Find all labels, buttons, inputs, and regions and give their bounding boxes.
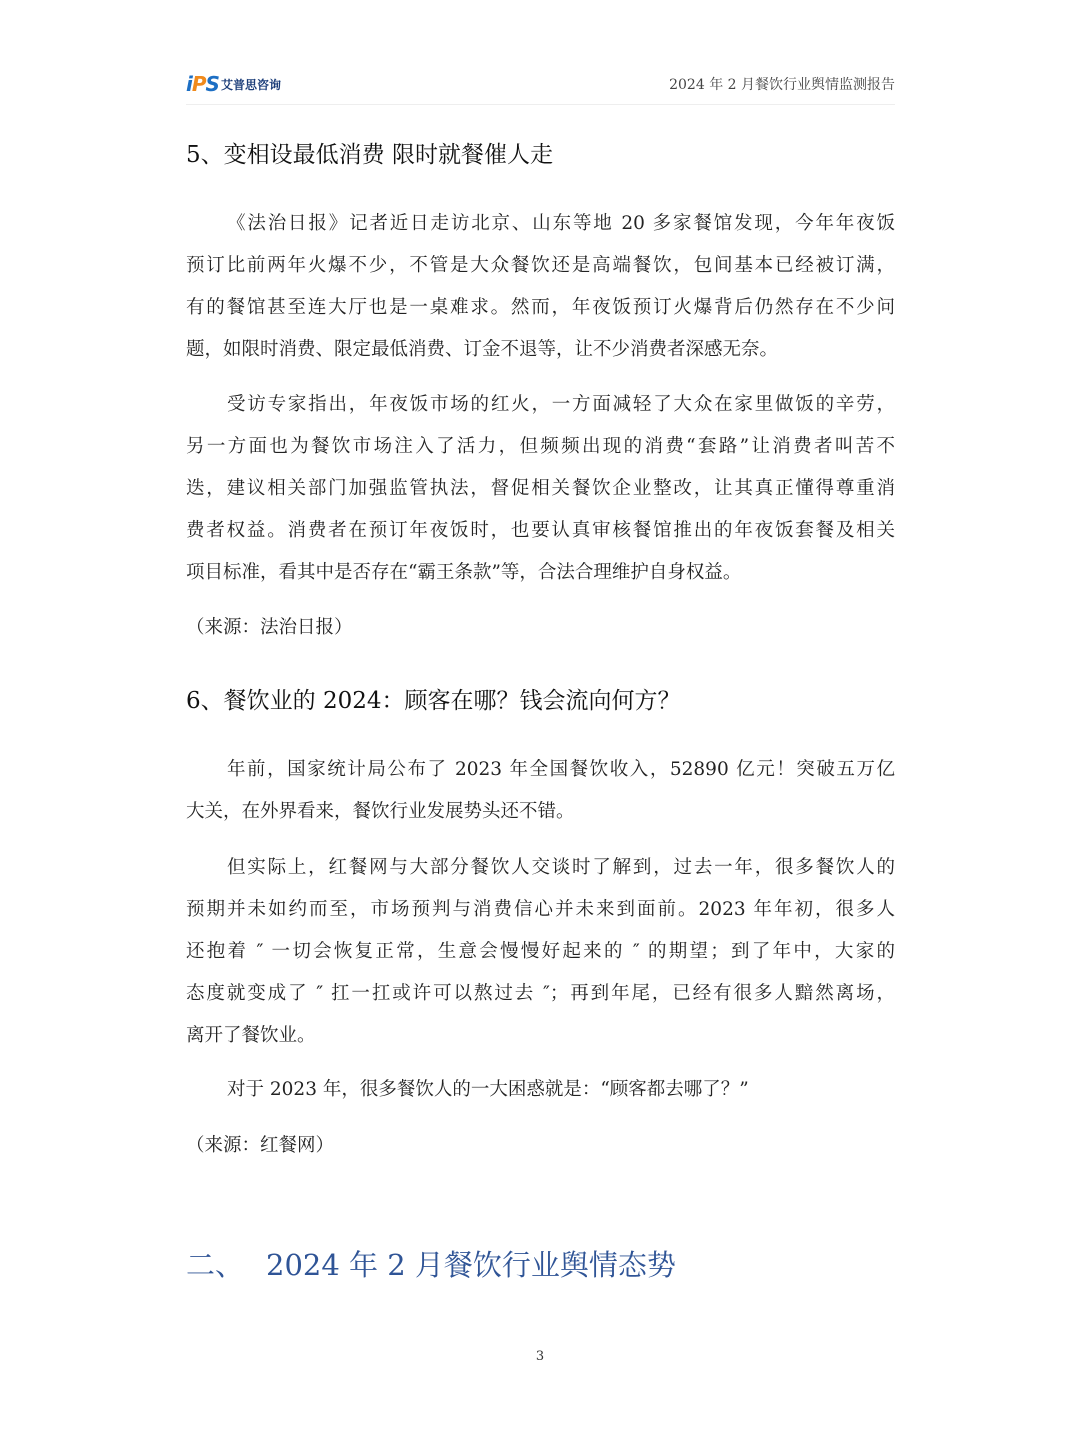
paragraph-line: 离开了餐饮业。 bbox=[186, 1025, 316, 1046]
chapter-number: 二、 bbox=[186, 1248, 245, 1282]
company-logo bbox=[186, 72, 281, 96]
source-note: （来源：红餐网） bbox=[186, 1135, 335, 1156]
paragraph-line: 《法治日报》记者近日走访北京、山东等地 20 多家餐馆发现，今年年夜饭 bbox=[227, 213, 895, 234]
section-6-heading: 6、餐饮业的 2024：顾客在哪？钱会流向何方？ bbox=[186, 688, 681, 714]
paragraph-line: 另一方面也为餐饮市场注入了活力，但频频出现的消费“套路”让消费者叫苦不 bbox=[186, 436, 895, 457]
paragraph-line: 受访专家指出，年夜饭市场的红火，一方面减轻了大众在家里做饭的辛劳， bbox=[227, 394, 895, 415]
paragraph-line: 但实际上，红餐网与大部分餐饮人交谈时了解到，过去一年，很多餐饮人的 bbox=[227, 857, 895, 878]
paragraph-line: 还抱着 ″ 一切会恢复正常，生意会慢慢好起来的 ″ 的期望；到了年中，大家的 bbox=[186, 941, 895, 962]
paragraph-line: 预订比前两年火爆不少，不管是大众餐饮还是高端餐饮，包间基本已经被订满， bbox=[186, 255, 895, 276]
paragraph-line: 有的餐馆甚至连大厅也是一桌难求。然而，年夜饭预订火爆背后仍然存在不少问 bbox=[186, 297, 895, 318]
paragraph-line: 态度就变成了 ″ 扛一扛或许可以熬过去 ″；再到年尾，已经有很多人黯然离场， bbox=[186, 983, 895, 1004]
paragraph-line: 大关，在外界看来，餐饮行业发展势头还不错。 bbox=[186, 801, 575, 822]
chapter-heading bbox=[186, 1243, 698, 1284]
paragraph-line: 项目标准，看其中是否存在“霸王条款”等，合法合理维护自身权益。 bbox=[186, 562, 742, 583]
logo-name: 艾普思咨询 bbox=[220, 77, 281, 92]
report-title: 2024 年 2 月餐饮行业舆情监测报告 bbox=[669, 77, 895, 93]
paragraph-line: 对于 2023 年，很多餐饮人的一大困惑就是：“顾客都去哪了？” bbox=[227, 1079, 749, 1100]
page-header bbox=[186, 70, 895, 105]
source-note: （来源：法治日报） bbox=[186, 617, 353, 638]
section-5-heading: 5、变相设最低消费 限时就餐催人走 bbox=[186, 142, 553, 168]
paragraph-line: 题，如限时消费、限定最低消费、订金不退等，让不少消费者深感无奈。 bbox=[186, 339, 779, 360]
paragraph-line: 迭，建议相关部门加强监管执法，督促相关餐饮企业整改，让其真正懂得尊重消 bbox=[186, 478, 895, 499]
page-number: 3 bbox=[535, 1349, 545, 1364]
paragraph-line: 预期并未如约而至，市场预判与消费信心并未来到面前。2023 年年初，很多人 bbox=[186, 899, 895, 920]
paragraph-line: 费者权益。消费者在预订年夜饭时，也要认真审核餐馆推出的年夜饭套餐及相关 bbox=[186, 520, 895, 541]
chapter-title: 2024 年 2 月餐饮行业舆情态势 bbox=[266, 1248, 676, 1282]
paragraph-line: 年前，国家统计局公布了 2023 年全国餐饮收入，52890 亿元！突破五万亿 bbox=[227, 759, 895, 780]
logo-mark: iPS bbox=[186, 72, 219, 96]
